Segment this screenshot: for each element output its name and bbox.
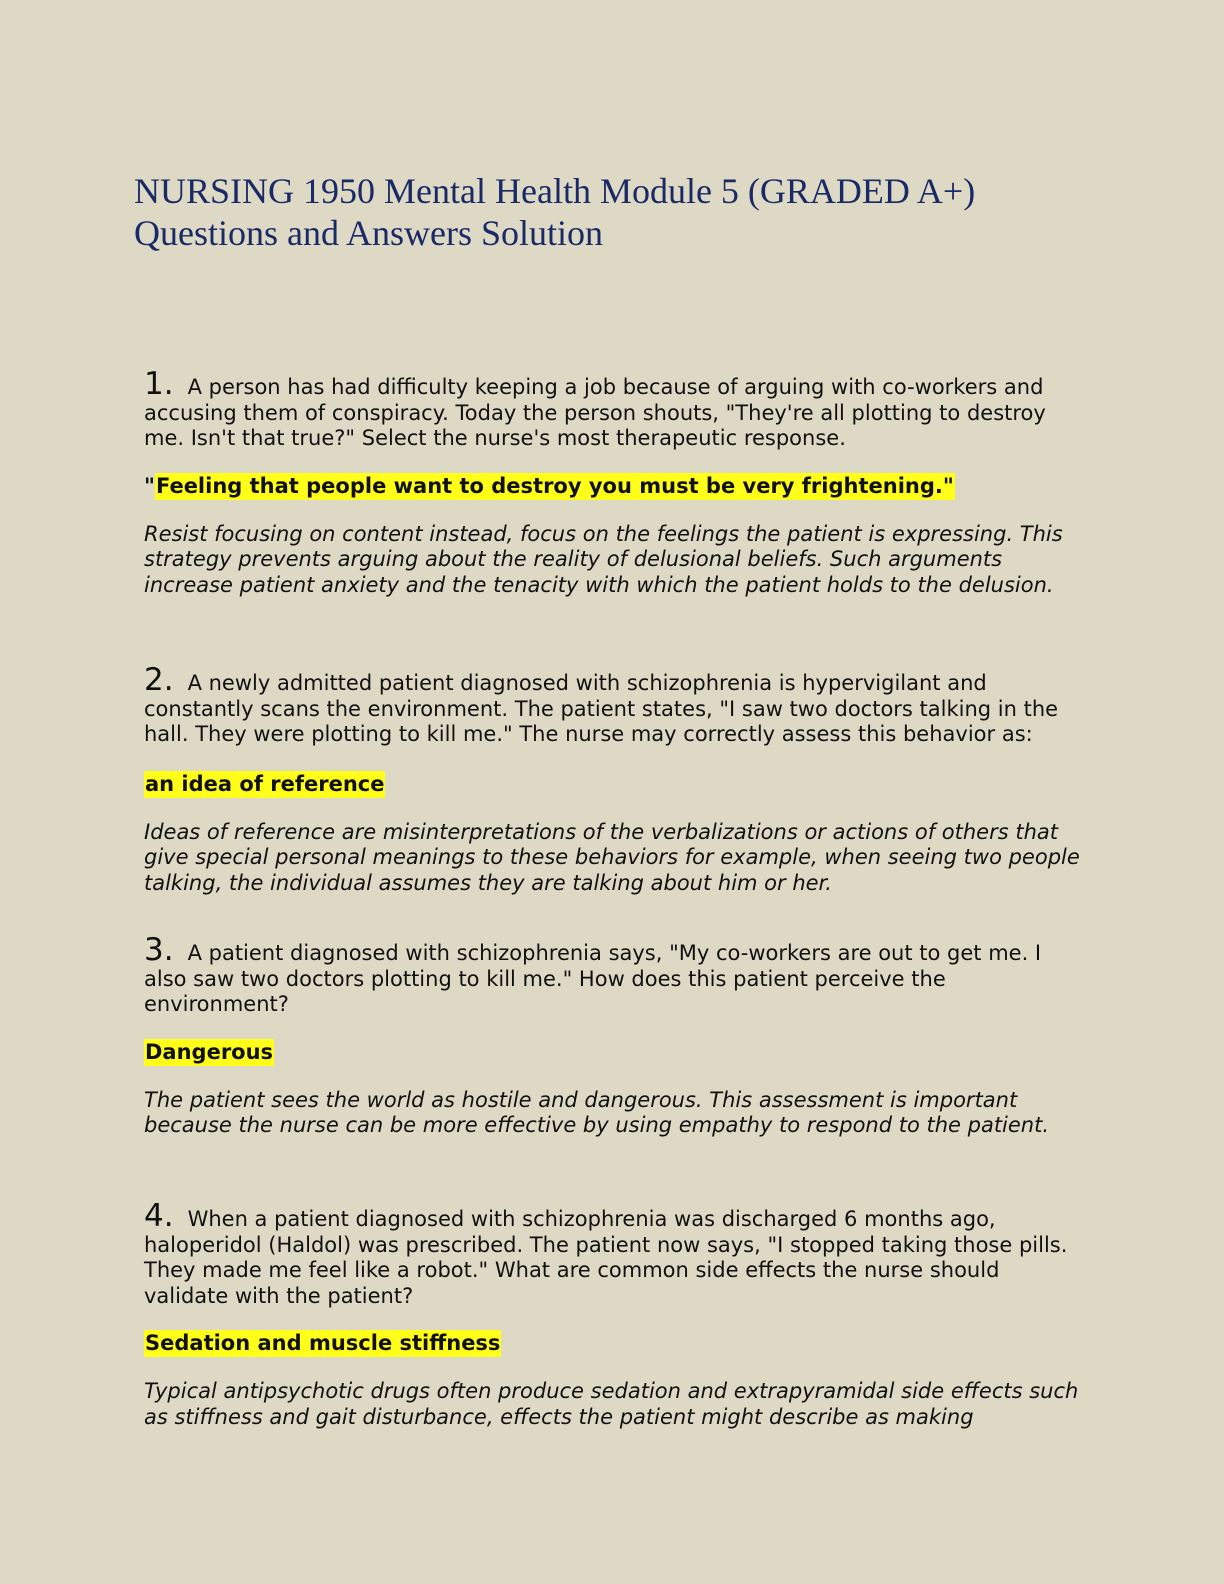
rationale: The patient sees the world as hostile and dangerous. This assessment is important because the nurse can be more effective by using empathy to respond to the patient.	[144, 1087, 1050, 1137]
question-4	[144, 1198, 1084, 1430]
question-2	[144, 662, 1084, 896]
rationale: Typical antipsychotic drugs often produce sedation and extrapyramidal side effects such as stiffness and gait disturbance, effects the patient might describe as making	[144, 1379, 1079, 1429]
answer-highlight: Sedation and muscle stiffness	[145, 1331, 501, 1355]
answer	[144, 772, 1084, 797]
question-number: 3.	[144, 932, 174, 968]
title-line-1: NURSING 1950 Mental Health Module 5 (GRADED A+)	[134, 171, 976, 211]
question-prompt	[144, 366, 1084, 452]
question-number: 1.	[144, 366, 174, 402]
question-text: A newly admitted patient diagnosed with schizophrenia is hypervigilant and constantly scans the environment. The patient states, "I saw two doctors talking in the hall. They were plotting to kill me." The nurse may correctly assess this behavior as:	[144, 671, 1059, 746]
question-number: 2.	[144, 662, 174, 698]
rationale: Ideas of reference are misinterpretations of the verbalizations or actions of others that give special personal meanings to these behaviors for example, when seeing two people talking, the individual assumes they are talking about him or her.	[144, 819, 1080, 895]
answer-quote: "	[144, 473, 155, 498]
question-text: A patient diagnosed with schizophrenia says, "My co-workers are out to get me. I also saw two doctors plotting to kill me." How does this patient perceive the environment?	[144, 941, 1042, 1016]
question-1	[144, 366, 1084, 598]
answer	[144, 474, 1084, 499]
question-prompt	[144, 662, 1084, 748]
answer-highlight: Dangerous	[145, 1039, 274, 1064]
answer-highlight: an idea of reference	[145, 771, 385, 796]
question-3	[144, 932, 1084, 1139]
title-line-2: Questions and Answers Solution	[134, 213, 604, 253]
question-number: 4.	[144, 1198, 174, 1234]
question-prompt	[144, 932, 1084, 1018]
answer-highlight: Feeling that people want to destroy you must be very frightening."	[155, 473, 954, 498]
question-prompt	[144, 1198, 1084, 1309]
question-text: When a patient diagnosed with schizophrenia was discharged 6 months ago, haloperidol (Haldol) was prescribed. The patient now says, "I stopped taking those pills. They made me feel like a robot." What are common side effects the nurse should validate with the patient?	[144, 1207, 1068, 1308]
rationale: Resist focusing on content instead, focus on the feelings the patient is expressing. This strategy prevents arguing about the reality of delusional beliefs. Such arguments increase patient anxiety and the tenacity with which the patient holds to the delusion.	[144, 521, 1063, 597]
document-title	[134, 170, 1134, 254]
answer	[144, 1331, 1084, 1356]
answer	[144, 1040, 1084, 1065]
question-text: A person has had difficulty keeping a job because of arguing with co-workers and accusing them of conspiracy. Today the person shouts, "They're all plotting to destroy me. Isn't that true?" Select the nurse's most therapeutic response.	[144, 375, 1046, 450]
